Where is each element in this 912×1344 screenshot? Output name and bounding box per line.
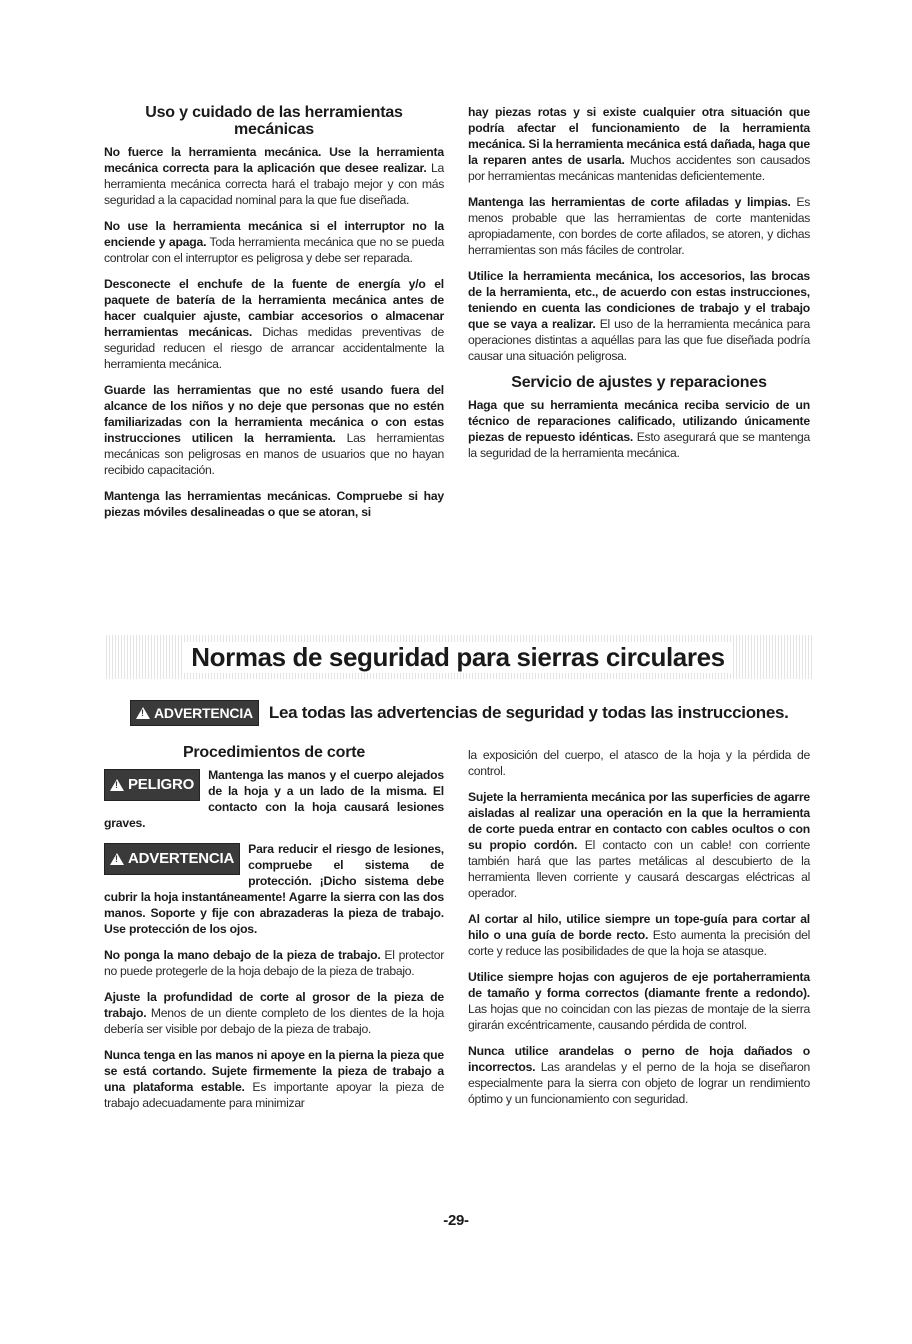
paragraph-bold: Mantenga las herramientas mecánicas. Compruebe si hay piezas móviles desalineadas o que se atoran, si bbox=[104, 489, 444, 519]
paragraph bbox=[468, 268, 810, 364]
paragraph bbox=[104, 488, 444, 520]
paragraph-text: Las hojas que no coincidan con las piezas de montaje de la sierra girarán excéntricamente, causando pérdida de control. bbox=[468, 1002, 810, 1032]
advertencia-badge bbox=[130, 700, 259, 726]
paragraph-bold: hay piezas rotas y si existe cualquier otra situación que podría afectar el funcionamiento de la herramienta mecánica. Si la herramienta mecánica está dañada, haga que la reparen antes de usarla. bbox=[468, 105, 810, 167]
section-heading-servicio: Servicio de ajustes y reparaciones bbox=[511, 374, 767, 391]
paragraph-bold: No ponga la mano debajo de la pieza de trabajo. bbox=[104, 948, 381, 962]
paragraph bbox=[468, 397, 810, 461]
warning-row bbox=[130, 698, 810, 728]
top-left-column bbox=[104, 104, 444, 530]
paragraph-text: Las arandelas y el perno de la hoja se diseñaron especialmente para la sierra con objeto de lograr un rendimiento óptimo y un funcionamiento con seguridad. bbox=[468, 1060, 810, 1106]
paragraph-bold: Sujete la herramienta mecánica por las superficies de agarre aisladas al realizar una operación en la que la herramienta de corte pueda entrar en contacto con cables ocultos o con su propio cordón. bbox=[468, 790, 810, 852]
section-heading-uso: Uso y cuidado de las herramientas mecánicas bbox=[145, 104, 403, 138]
paragraph bbox=[468, 1043, 810, 1107]
paragraph-text: Esto aumenta la precisión del corte y reduce las posibilidades de que la hoja se atasque. bbox=[468, 928, 810, 958]
paragraph bbox=[104, 144, 444, 208]
peligro-paragraph bbox=[104, 767, 444, 831]
paragraph-bold: Guarde las herramientas que no esté usando fuera del alcance de los niños y no deje que personas que no estén familiarizadas con la herramienta mecánica o con estas instrucciones utilicen la herramienta. bbox=[104, 383, 444, 445]
paragraph-bold: Haga que su herramienta mecánica reciba servicio de un técnico de reparaciones calificado, utilizando únicamente piezas de repuesto idénticas. bbox=[468, 398, 810, 444]
paragraph-text: El protector no puede protegerle de la hoja debajo de la pieza de trabajo. bbox=[104, 948, 444, 978]
paragraph-text: Las herramientas mecánicas son peligrosas en manos de usuarios que no hayan recibido capacitación. bbox=[104, 431, 444, 477]
paragraph bbox=[104, 218, 444, 266]
banner-title: Normas de seguridad para sierras circulares bbox=[183, 642, 732, 673]
bottom-right-column bbox=[468, 747, 810, 1117]
paragraph-text: Es importante apoyar la pieza de trabajo adecuadamente para minimizar bbox=[104, 1080, 444, 1110]
paragraph-text: Dichas medidas preventivas de seguridad reducen el riesgo de arrancar accidentalmente la herramienta mecánica. bbox=[104, 325, 444, 371]
paragraph bbox=[104, 1047, 444, 1111]
page-number: -29- bbox=[443, 1212, 469, 1229]
badge-label: ADVERTENCIA bbox=[154, 705, 253, 721]
paragraph-bold: Al cortar al hilo, utilice siempre un tope-guía para cortar al hilo o una guía de borde recto. bbox=[468, 912, 810, 942]
paragraph-bold: No fuerce la herramienta mecánica. Use la herramienta mecánica correcta para la aplicación que desee realizar. bbox=[104, 145, 444, 175]
paragraph-text: Muchos accidentes son causados por herramientas mecánicas mantenidas deficientemente. bbox=[468, 153, 810, 183]
section-heading-procedimientos: Procedimientos de corte bbox=[182, 744, 366, 761]
bottom-left-column bbox=[104, 744, 444, 1121]
peligro-badge bbox=[104, 769, 200, 801]
top-right-column bbox=[468, 104, 810, 471]
warning-text: Lea todas las advertencias de seguridad y todas las instrucciones. bbox=[268, 703, 789, 722]
warning-triangle-icon bbox=[110, 779, 124, 791]
paragraph-bold: Utilice siempre hojas con agujeros de eje portaherramienta de tamaño y forma correctos (diamante frente a redondo). bbox=[468, 970, 810, 1000]
paragraph-bold: No use la herramienta mecánica si el interruptor no la enciende y apaga. bbox=[104, 219, 444, 249]
paragraph-bold: Nunca tenga en las manos ni apoye en la pierna la pieza que se está cortando. Sujete firmemente la pieza de trabajo a una plataforma estable. bbox=[104, 1048, 444, 1094]
paragraph-text: Menos de un diente completo de los dientes de la hoja debería ser visible por debajo de la pieza de trabajo. bbox=[104, 1006, 444, 1036]
paragraph bbox=[468, 747, 810, 779]
paragraph-text: la exposición del cuerpo, el atasco de la hoja y la pérdida de control. bbox=[468, 748, 810, 778]
paragraph-text: El contacto con un cable! con corriente también hará que las partes metálicas al descubierto de la herramienta lleven corriente y causará descargas eléctricas al operador. bbox=[468, 838, 810, 900]
paragraph-text: Toda herramienta mecánica que no se pueda controlar con el interruptor es peligrosa y debe ser reparada. bbox=[104, 235, 445, 265]
paragraph-bold: Para reducir el riesgo de lesiones, compruebe el sistema de protección. ¡Dicho sistema debe cubrir la hoja instantáneamente! Agarre la sierra con las dos manos. Soporte y fije con abrazaderas la pieza de trabajo. Use protección de los ojos. bbox=[104, 842, 444, 936]
paragraph bbox=[468, 911, 810, 959]
paragraph bbox=[104, 276, 444, 372]
badge-label: PELIGRO bbox=[128, 776, 195, 793]
paragraph-text: La herramienta mecánica correcta hará el trabajo mejor y con más seguridad a la capacidad nominal para la que fue diseñada. bbox=[104, 161, 444, 207]
paragraph-bold: Ajuste la profundidad de corte al grosor de la pieza de trabajo. bbox=[104, 990, 444, 1020]
paragraph-bold: Utilice la herramienta mecánica, los accesorios, las brocas de la herramienta, etc., de acuerdo con estas instrucciones, teniendo en cuenta las condiciones de trabajo y el trabajo que se vaya a realizar. bbox=[468, 269, 810, 331]
advertencia-badge bbox=[104, 843, 240, 875]
paragraph-text: Esto asegurará que se mantenga la seguridad de la herramienta mecánica. bbox=[468, 430, 811, 460]
paragraph bbox=[104, 947, 444, 979]
advertencia-paragraph bbox=[104, 841, 444, 937]
paragraph-text: El uso de la herramienta mecánica para operaciones distintas a aquéllas para las que fue diseñada podría causar una situación peligrosa. bbox=[468, 317, 810, 363]
paragraph bbox=[468, 789, 810, 901]
paragraph bbox=[468, 104, 810, 184]
paragraph-text: Es menos probable que las herramientas de corte mantenidas apropiadamente, con bordes de corte afilados, se atoren, y dichas herramientas son más fáciles de controlar. bbox=[468, 195, 810, 257]
paragraph bbox=[104, 989, 444, 1037]
paragraph-bold: Mantenga las manos y el cuerpo alejados de la hoja y a un lado de la misma. El contacto con la hoja causará lesiones graves. bbox=[104, 768, 444, 830]
paragraph bbox=[468, 969, 810, 1033]
warning-triangle-icon bbox=[110, 853, 124, 865]
warning-triangle-icon bbox=[136, 707, 150, 719]
paragraph-bold: Mantenga las herramientas de corte afiladas y limpias. bbox=[468, 195, 791, 209]
section-banner bbox=[104, 635, 812, 679]
badge-label: ADVERTENCIA bbox=[128, 850, 235, 867]
paragraph-bold: Nunca utilice arandelas o perno de hoja dañados o incorrectos. bbox=[468, 1044, 810, 1074]
paragraph bbox=[104, 382, 444, 478]
paragraph-bold: Desconecte el enchufe de la fuente de energía y/o el paquete de batería de la herramienta mecánica antes de hacer cualquier ajuste, cambiar accesorios o almacenar herramientas mecánicas. bbox=[104, 277, 444, 339]
paragraph bbox=[468, 194, 810, 258]
